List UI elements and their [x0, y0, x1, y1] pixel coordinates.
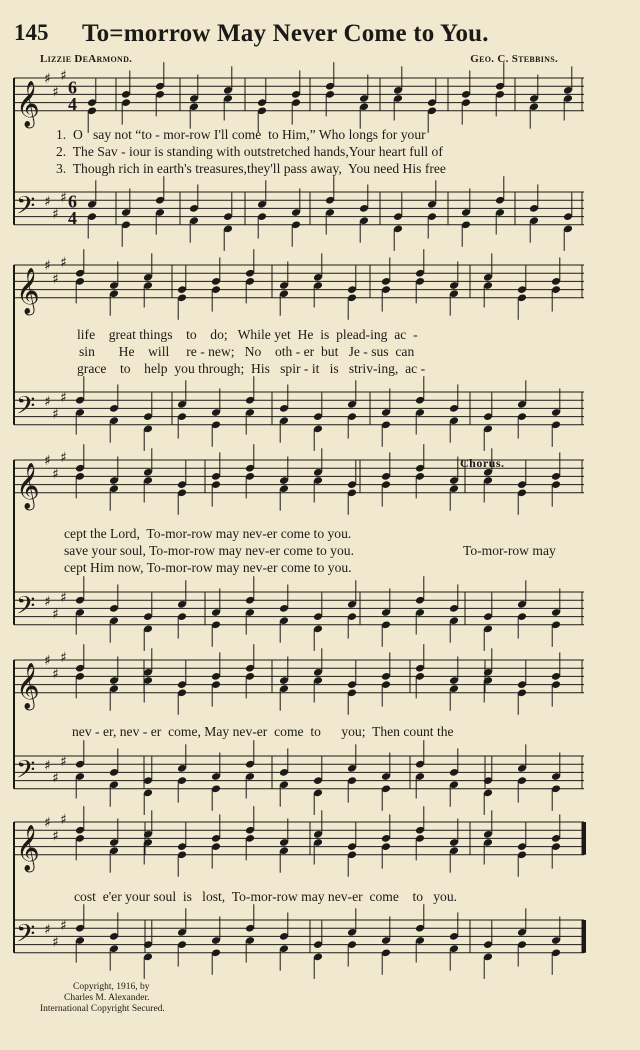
sharp-icon: ♯ [44, 922, 51, 939]
sharp-icon: ♯ [44, 194, 51, 211]
lyric-verse-3: 3. Though rich in earth's treasures,they'll pass away, You need His free [56, 161, 446, 176]
composer-credit: Geo. C. Stebbins. [470, 53, 558, 65]
final-bar-line [582, 920, 586, 953]
sharp-icon: ♯ [52, 206, 59, 223]
bass-clef-icon: 𝄢 [16, 391, 36, 427]
sharp-icon: ♯ [44, 758, 51, 775]
sharp-icon: ♯ [52, 84, 59, 101]
chorus-label: Chorus. [460, 456, 505, 470]
lyric-verse-1: cept the Lord, To-mor-row may nev-er come to you. [64, 526, 352, 541]
copyright-notice [40, 982, 165, 1015]
bass-clef-icon: 𝄢 [16, 755, 36, 791]
final-bar-line [582, 822, 586, 855]
bass-clef-icon: 𝄢 [16, 191, 36, 227]
sharp-icon: ♯ [60, 254, 67, 271]
lyric-verse-1: life great things to do; While yet He is plead-ing ac - [77, 327, 418, 342]
hymn-title: To=morrow May Never Come to You. [82, 20, 489, 47]
time-signature-top: 6 [68, 77, 77, 98]
lyricist-credit: Lizzie DeArmond. [40, 53, 133, 65]
time-signature-bottom: 4 [68, 93, 77, 114]
sharp-icon: ♯ [44, 258, 51, 274]
lyric-verse-2: 2. The Sav - iour is standing with outstretched hands,Your heart full of [56, 144, 443, 159]
sharp-icon: ♯ [44, 71, 51, 87]
sharp-icon: ♯ [44, 394, 51, 411]
sharp-icon: ♯ [52, 271, 59, 288]
time-signature-bottom: 4 [68, 207, 77, 228]
sharp-icon: ♯ [52, 606, 59, 623]
copyright-holder: Charles M. Alexander. [64, 993, 150, 1003]
lyric-line: cost e'er your soul is lost, To-mor-row may nev-er come to you. [74, 889, 458, 904]
lyric-verse-3: cept Him now, To-mor-row may nev-er come to you. [64, 560, 352, 575]
treble-clef-icon: 𝄞 [16, 80, 40, 127]
treble-clef-icon: 𝄞 [16, 462, 40, 509]
lyric-verse-2: save your soul, To-mor-row may nev-er come to you. [64, 543, 354, 558]
sharp-icon: ♯ [44, 653, 51, 669]
sharp-icon: ♯ [52, 934, 59, 951]
lyric-verse-3: grace to help you through; His spir - it is striv-ing, ac - [77, 361, 426, 376]
sharp-icon: ♯ [60, 67, 67, 84]
sharp-icon: ♯ [52, 828, 59, 845]
treble-clef-icon: 𝄞 [16, 267, 40, 314]
sharp-icon: ♯ [60, 590, 67, 607]
sharp-icon: ♯ [44, 815, 51, 831]
lyric-verse-1: 1. O say not “to - mor-row I'll come to Him,” Who longs for your [56, 127, 426, 142]
sharp-icon: ♯ [60, 190, 67, 207]
copyright-secured: International Copyright Secured. [40, 1004, 165, 1014]
refrain-lyric: To-mor-row may [463, 543, 556, 558]
sharp-icon: ♯ [52, 666, 59, 683]
treble-clef-icon: 𝄞 [16, 824, 40, 871]
sharp-icon: ♯ [60, 649, 67, 666]
hymn-number: 145 [14, 20, 49, 45]
time-signature-top: 6 [68, 191, 77, 212]
sharp-icon: ♯ [60, 754, 67, 771]
bass-clef-icon: 𝄢 [16, 591, 36, 627]
sharp-icon: ♯ [60, 811, 67, 828]
lyric-line: nev - er, nev - er come, May nev-er come to you; Then count the [72, 724, 454, 739]
lyric-verse-2: sin He will re - new; No oth - er but Je - sus can [79, 344, 415, 359]
sharp-icon: ♯ [52, 466, 59, 483]
sharp-icon: ♯ [44, 453, 51, 469]
sharp-icon: ♯ [60, 449, 67, 466]
treble-clef-icon: 𝄞 [16, 662, 40, 709]
sharp-icon: ♯ [60, 390, 67, 407]
sharp-icon: ♯ [52, 770, 59, 787]
sharp-icon: ♯ [44, 594, 51, 611]
sharp-icon: ♯ [60, 918, 67, 935]
bass-clef-icon: 𝄢 [16, 919, 36, 955]
copyright-line: Copyright, 1916, by [73, 982, 150, 992]
sharp-icon: ♯ [52, 406, 59, 423]
